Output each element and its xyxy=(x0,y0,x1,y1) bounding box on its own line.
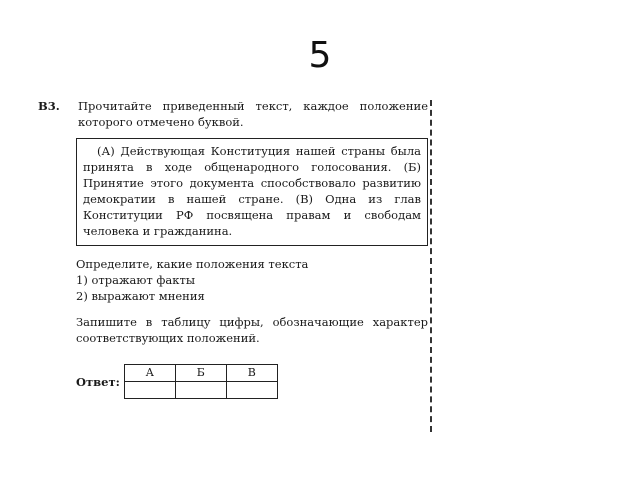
quote-box xyxy=(76,138,428,246)
quote-text: (А) Действующая Конституция нашей страны была принята в ходе общенародного голосования. (Б) Принятие этого документа способствовало развитию демократии в нашей стране. (В) Одна из глав Конституции РФ посвящена правам и свободам человека и гражданина. xyxy=(83,144,421,238)
answer-header-c: В xyxy=(226,365,277,382)
task-header xyxy=(38,98,428,130)
task-page xyxy=(38,98,428,399)
answer-cell-b[interactable] xyxy=(175,382,226,399)
answer-value-row xyxy=(124,382,277,399)
question-block xyxy=(76,256,428,304)
question-intro: Определите, какие положения текста xyxy=(76,257,309,271)
answer-cell-a[interactable] xyxy=(124,382,175,399)
task-label: В3. xyxy=(38,99,60,113)
answer-label: Ответ: xyxy=(76,374,120,389)
answer-table xyxy=(124,364,278,399)
slide-number: 5 xyxy=(308,35,332,76)
option-facts: 1) отражают факты xyxy=(76,273,195,287)
answer-header-a: А xyxy=(124,365,175,382)
answer-cell-c[interactable] xyxy=(226,382,277,399)
task-prompt: Прочитайте приведенный текст, каждое положение которого отмечено буквой. xyxy=(78,99,428,129)
option-opinions: 2) выражают мнения xyxy=(76,289,205,303)
answer-header-row xyxy=(124,365,277,382)
instruction-text: Запишите в таблицу цифры, обозначающие характер соответствующих положений. xyxy=(76,315,428,345)
answer-row xyxy=(76,364,428,399)
answer-header-b: Б xyxy=(175,365,226,382)
cut-line xyxy=(430,100,432,432)
